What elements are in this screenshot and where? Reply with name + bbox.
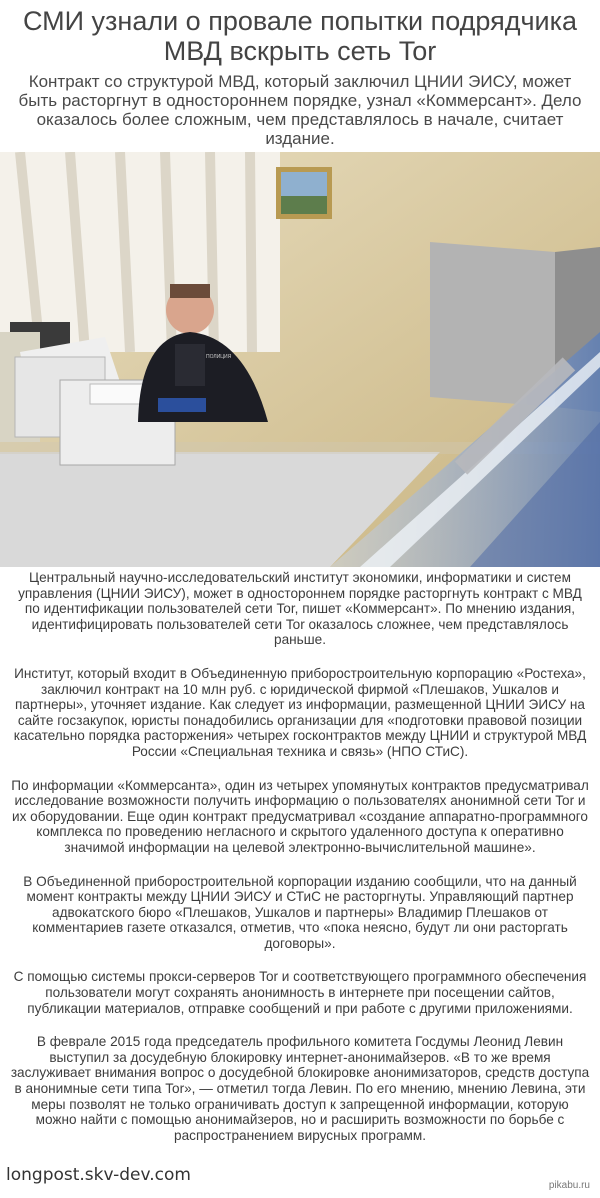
uniform-label: ПОЛИЦИЯ [206,354,232,360]
article-paragraph: Институт, который входит в Объединенную приборостроительную корпорацию «Ростеха», заключил контракт на 10 млн руб. с юридической фирмой «Плешаков, Ушкалов и партнеры», уточняет издание. Как следует из информации, размещенной ЦНИИ ЭИСУ на сайте госзакупок, юристы понадобились организации для «подготовки правовой позиции касательно порядка расторжения» четырех госконтрактов между ЦНИИ и структурой МВД России «Специальная техника и связь» (НПО СТиС). [13,665,587,759]
article-headline: СМИ узнали о провале попытки подрядчика МВД вскрыть сеть Tor [22,6,578,66]
article-body [0,570,600,1161]
article-paragraph: В феврале 2015 года председатель профильного комитета Госдумы Леонид Левин выступил за досудебную блокировку интернет-анонимайзеров. «В то же время заслуживает внимания вопрос о досудебной блокировке анонимизаторов, средств доступа в анонимные сети типа Tor», — отметил тогда Левин. По его мнению, мнению Левина, эти меры позволят не только ограничивать доступ к запрещенной информации, которую можно найти с помощью анонимайзеров, но и расширить возможности по борьбе с распространением вирусных программ. [10,1034,590,1143]
watermark: pikabu.ru [548,1180,590,1191]
article-photo [0,152,600,567]
article-paragraph: В Объединенной приборостроительной корпорации изданию сообщили, что на данный момент контракты между ЦНИИ ЭИСУ и СТиС не расторгнуты. Управляющий партнер адвокатского бюро «Плешаков, Ушкалов и партнеры» Владимир Плешаков от комментариев газете отказался, отметив, что «пока неясно, будут ли они расторгать договоры». [23,873,577,951]
article-paragraph: Центральный научно-исследовательский институт экономики, информатики и систем управления (ЦНИИ ЭИСУ), может в одностороннем порядке расторгнуть контракт с МВД по идентификации пользователей сети Tor, пишет «Коммерсант». По мнению издания, идентифицировать пользователей сети Tor оказалось сложнее, чем представлялось раньше. [18,570,582,648]
article-paragraph: С помощью системы прокси-серверов Tor и соответствующего программного обеспечения пользователи могут сохранять анонимность в интернете при посещении сайтов, публикации материалов, отправке сообщений и при работе с другими приложениями. [13,969,587,1016]
article-lead: Контракт со структурой МВД, который заключил ЦНИИ ЭИСУ, может быть расторгнут в одностороннем порядке, узнал «Коммерсант». Дело оказалось более сложным, чем представлялось в начале, считает издание. [18,72,582,148]
article-paragraph: По информации «Коммерсанта», один из четырех упомянутых контрактов предусматривал исследование возможности получить информацию о пользователях анонимной сети Tor и их оборудовании. Еще один контракт предусматривал «создание аппаратно-программного комплекса по проведению негласного и скрытого удаленного доступа к оперативно значимой информации на целевой электронно-вычислительной машине». [11,777,589,855]
source-url[interactable]: longpost.skv-dev.com [6,1165,191,1185]
